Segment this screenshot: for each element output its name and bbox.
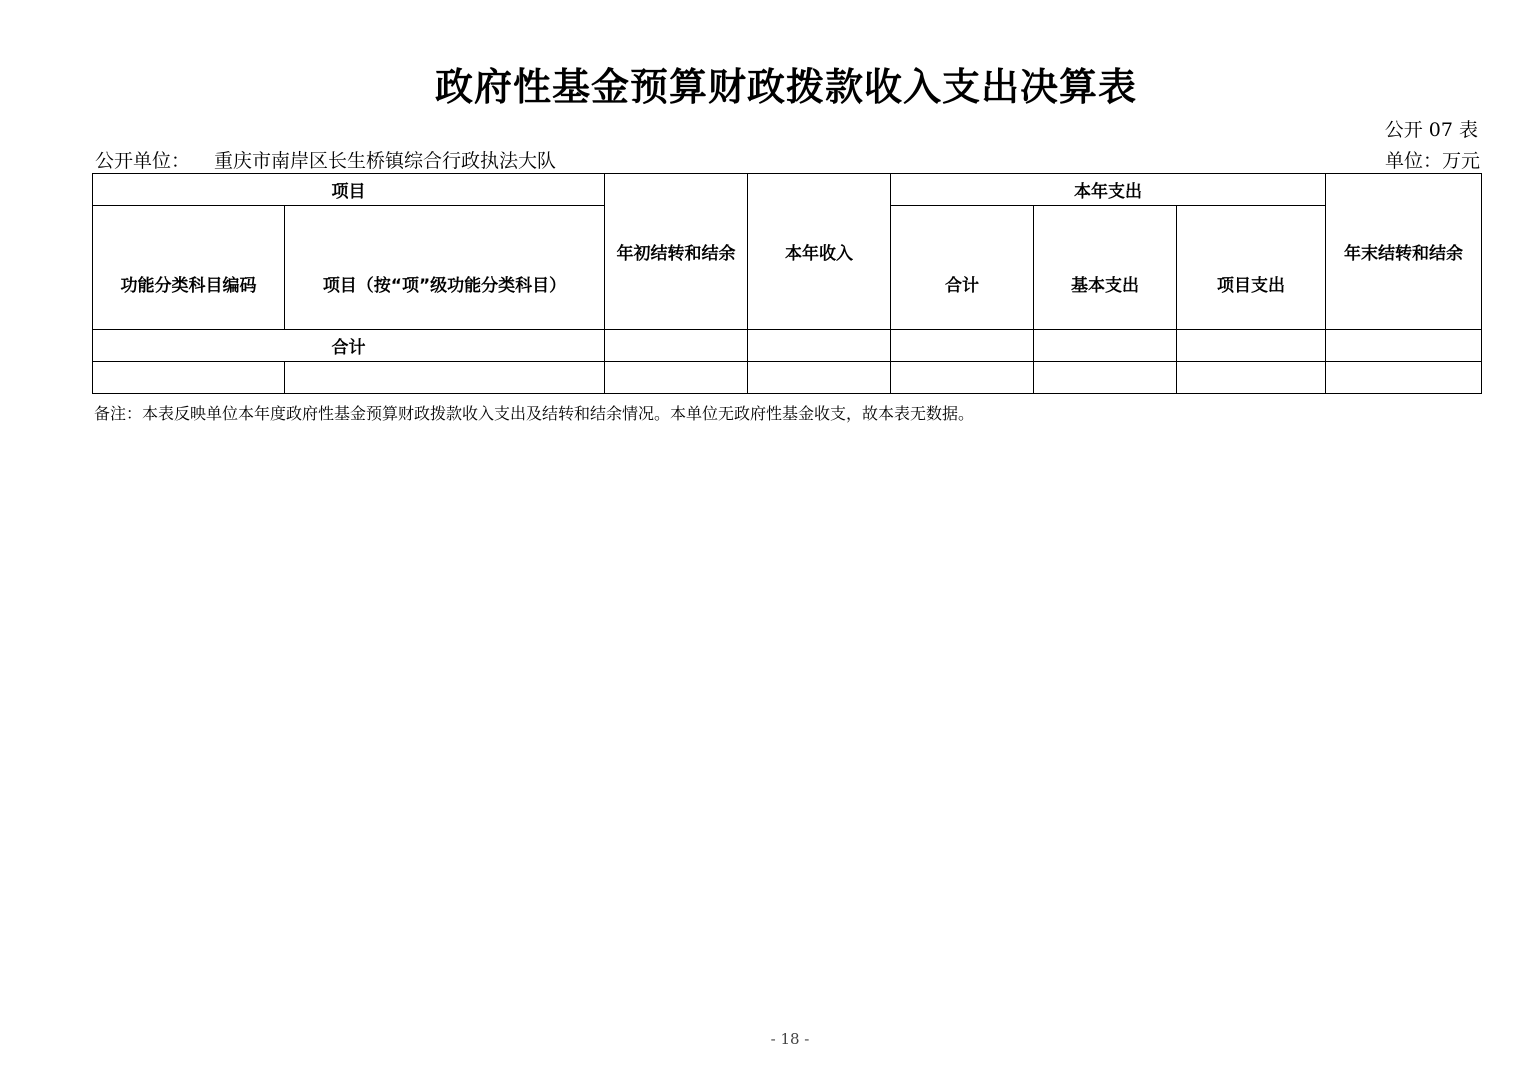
total-income [748,330,891,362]
budget-table [92,173,1482,394]
header-expense-group: 本年支出 [891,174,1326,206]
header-expense-total: 合计 [891,206,1034,330]
table-row [93,362,1482,394]
total-row [93,330,1482,362]
header-row-1 [93,174,1482,206]
total-label: 合计 [93,330,605,362]
page-title: 政府性基金预算财政拨款收入支出决算表 [434,65,1137,109]
table-cell [93,362,285,394]
table-cell [1326,362,1482,394]
total-basic-expense [1034,330,1177,362]
header-income: 本年收入 [748,174,891,330]
currency-unit: 单位：万元 [1384,150,1480,172]
table-cell [748,362,891,394]
header-code: 功能分类科目编码 [93,206,285,330]
total-project-expense [1177,330,1326,362]
org-label: 公开单位： [95,150,191,172]
table-cell [605,362,748,394]
total-expense-total [891,330,1034,362]
form-number: 公开 07 表 [1384,119,1478,141]
table-note: 备注：本表反映单位本年度政府性基金预算财政拨款收入支出及结转和结余情况。本单位无政府性基金收支，故本表无数据。 [94,404,975,423]
total-closing-balance [1326,330,1482,362]
header-opening-balance: 年初结转和结余 [605,174,748,330]
header-basic-expense: 基本支出 [1034,206,1177,330]
table-cell [1177,362,1326,394]
table-cell [1034,362,1177,394]
total-opening-balance [605,330,748,362]
page-number: - 18 - [770,1030,810,1048]
table-cell [891,362,1034,394]
header-closing-balance: 年末结转和结余 [1326,174,1482,330]
table-cell [285,362,605,394]
org-name: 重庆市南岸区长生桥镇综合行政执法大队 [214,150,557,172]
header-item-name: 项目（按“项”级功能分类科目） [285,206,605,330]
header-project-expense: 项目支出 [1177,206,1326,330]
header-item-group: 项目 [93,174,605,206]
